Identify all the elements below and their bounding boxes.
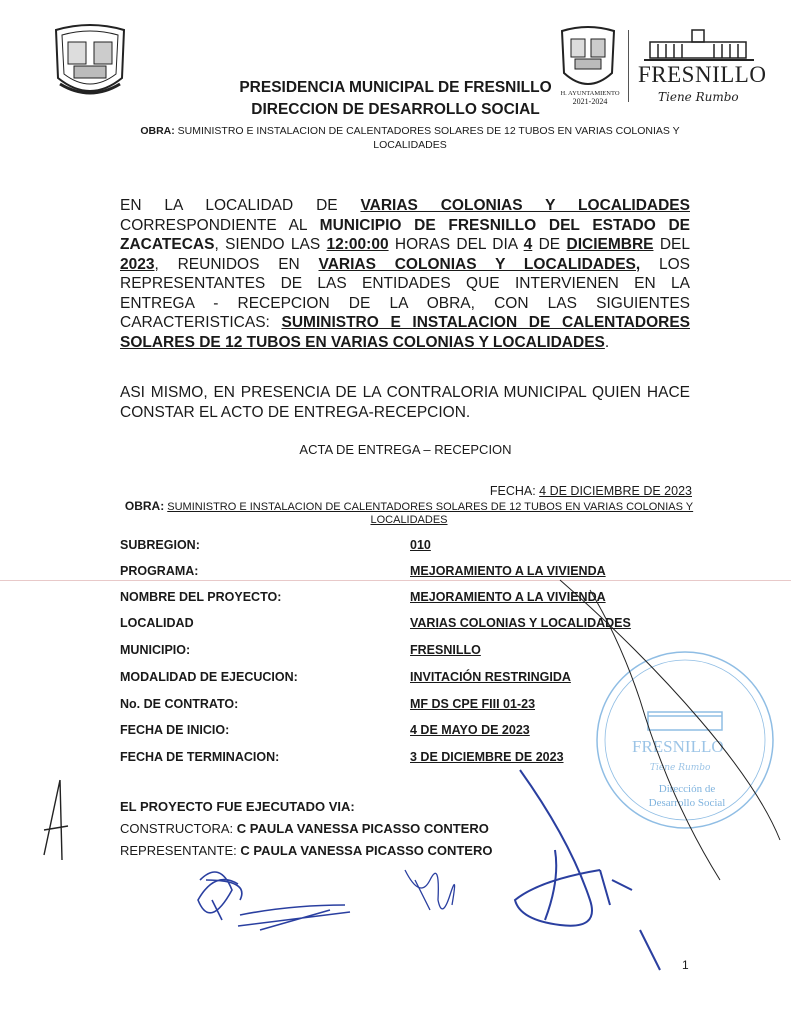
detail-label: FECHA DE TERMINACION: [120, 750, 280, 764]
signature-1 [198, 872, 350, 930]
p1-hora: 12:00:00 [326, 236, 389, 253]
left-margin-initial [44, 780, 68, 860]
detail-label: LOCALIDAD [120, 616, 194, 630]
detail-label: MUNICIPIO: [120, 643, 191, 657]
header-line-2: DIRECCION DE DESARROLLO SOCIAL [251, 101, 540, 118]
fecha-label: FECHA: [489, 484, 540, 498]
detail-value: 010 [410, 538, 431, 552]
obra2-label: OBRA: [124, 499, 165, 513]
header-line-1: PRESIDENCIA MUNICIPAL DE FRESNILLO [239, 79, 552, 96]
p1-mes: DICIEMBRE [566, 236, 654, 253]
p1-localidad: VARIAS COLONIAS Y LOCALIDADES [360, 197, 690, 214]
fresnillo-skyline-icon [644, 28, 754, 62]
signature-2 [405, 870, 455, 910]
ayuntamiento-label: H. AYUNTAMIENTO [560, 90, 620, 97]
page-number: 1 [682, 958, 689, 972]
representante-label: REPRESENTANTE: [120, 843, 241, 858]
p1-lugar: VARIAS COLONIAS Y LOCALIDADES, [318, 255, 641, 273]
p1-anio: 2023 [120, 255, 155, 273]
constructora-line [120, 818, 492, 840]
detail-value: 4 DE MAYO DE 2023 [410, 723, 530, 737]
obra2-text: SUMINISTRO E INSTALACION DE CALENTADORES SOLARES DE 12 TUBOS EN VARIAS COLONIAS Y LOCALIDADES [167, 501, 694, 526]
diagonal-strike-line-2 [590, 590, 720, 880]
p1-municipio: MUNICIPIO DE FRESNILLO DEL ESTADO DE ZACATECAS [120, 216, 690, 253]
detail-label: SUBREGION: [120, 538, 200, 552]
obra-top-text: SUMINISTRO E INSTALACION DE CALENTADORES SOLARES DE 12 TUBOS EN VARIAS COLONIAS Y LOCALIDADES [177, 125, 680, 151]
obra-summary-acta [120, 500, 698, 527]
detail-value: FRESNILLO [410, 643, 481, 657]
detail-value: 3 DE DICIEMBRE DE 2023 [410, 750, 564, 764]
p1-text-4: HORAS DEL DIA [388, 236, 524, 253]
obra-summary-top [120, 124, 700, 152]
constructora-value: C PAULA VANESSA PICASSO CONTERO [236, 821, 489, 836]
fecha-line [430, 484, 692, 498]
p1-text-1: EN LA LOCALIDAD DE [120, 197, 361, 214]
representante-value: C PAULA VANESSA PICASSO CONTERO [240, 843, 493, 858]
execution-title: EL PROYECTO FUE EJECUTADO VIA: [120, 799, 355, 814]
period-label: 2021-2024 [572, 97, 608, 106]
p1-dia: 4 [523, 236, 533, 253]
p1-text-5: DE [532, 236, 567, 253]
acta-title: ACTA DE ENTREGA – RECEPCION [299, 442, 512, 457]
detail-label: PROGRAMA: [120, 564, 199, 578]
stamp-logo-word: FRESNILLO [632, 737, 724, 756]
logo-tagline: Tiene Rumbo [658, 90, 739, 104]
logo-word: FRESNILLO [638, 62, 767, 87]
detail-value: INVITACIÓN RESTRINGIDA [410, 670, 571, 684]
p1-text-8: LOS REPRESENTANTES DE LAS ENTIDADES QUE INTERVIENEN EN LA ENTREGA - RECEPCION DE LA OBRA, CON LAS SIGUIENTES CARACTERISTICAS: [120, 255, 691, 331]
stamp-line-1: Dirección de [658, 783, 716, 795]
stamp-text [628, 782, 746, 810]
detail-label: FECHA DE INICIO: [120, 723, 230, 737]
detail-value: MEJORAMIENTO A LA VIVIENDA [410, 564, 606, 578]
p1-text-3: , SIENDO LAS [214, 236, 327, 253]
document-header [0, 77, 791, 121]
detail-label: NOMBRE DEL PROYECTO: [120, 590, 282, 604]
execution-block [120, 796, 492, 862]
p1-text-2: CORRESPONDIENTE AL [120, 216, 320, 234]
obra-top-label: OBRA: [140, 125, 175, 137]
detail-label: No. DE CONTRATO: [120, 697, 239, 711]
representante-line [120, 840, 492, 862]
scan-artifact-line [0, 580, 791, 581]
stamp-line-2: Desarrollo Social [648, 797, 726, 809]
constructora-label: CONSTRUCTORA: [120, 821, 237, 836]
stamp-logo-tagline: Tiene Rumbo [650, 763, 711, 773]
contraloria-paragraph: ASI MISMO, EN PRESENCIA DE LA CONTRALORIA MUNICIPAL QUIEN HACE CONSTAR EL ACTO DE ENTREGA-RECEPCION. [120, 384, 690, 421]
detail-value: VARIAS COLONIAS Y LOCALIDADES [410, 616, 631, 630]
detail-value: MF DS CPE FIII 01-23 [410, 697, 536, 711]
p1-text-9: . [604, 333, 610, 351]
detail-label: MODALIDAD DE EJECUCION: [120, 670, 298, 684]
detail-value: MEJORAMIENTO A LA VIVIENDA [410, 590, 606, 604]
p1-obra: SUMINISTRO E INSTALACION DE CALENTADORES SOLARES DE 12 TUBOS EN VARIAS COLONIAS Y LOCALIDADES [120, 314, 690, 351]
p1-text-7: , REUNIDOS EN [154, 255, 319, 273]
p1-text-6: DEL [653, 236, 690, 253]
fecha-value: 4 DE DICIEMBRE DE 2023 [539, 484, 692, 498]
intro-paragraph [120, 196, 690, 352]
